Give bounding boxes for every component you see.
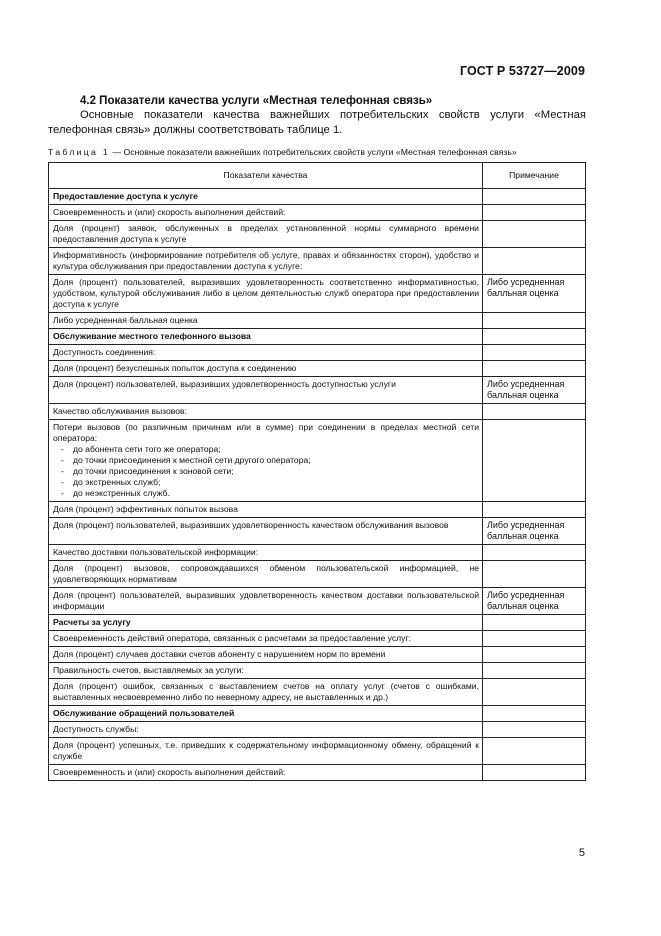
row-text: Доля (процент) пользователей, выразивших удовлетворенность качеством обслуживания вызовов (49, 518, 483, 545)
row-text: Своевременность действий оператора, связанных с расчетами за предоставление услуг: (49, 631, 483, 647)
table-row (49, 361, 586, 377)
row-text: Доля (процент) пользователей, выразивших удовлетворенность качеством доставки пользовательской информации (49, 588, 483, 615)
section-row (49, 615, 586, 631)
row-text: Обслуживание обращений пользователей (49, 706, 483, 722)
row-text: Доля (процент) вызовов, сопровождавшихся обменом пользовательской информацией, не удовлетворяющих нормативам (49, 561, 483, 588)
row-note (483, 205, 586, 221)
table-caption (48, 147, 588, 157)
table-row (49, 248, 586, 275)
row-note (483, 765, 586, 781)
row-note (483, 420, 586, 502)
row-note (483, 361, 586, 377)
row-text: Доля (процент) ошибок, связанных с выставлением счетов на оплату услуг (счетов с ошибками, выставленных несвоевременно либо по неверному адресу, не выставленных и др.) (49, 679, 483, 706)
table-caption-text: — Основные показатели важнейших потребительских свойств услуги «Местная телефонная связь» (110, 147, 517, 157)
table-caption-label: Таблица 1 (48, 147, 111, 157)
table-row (49, 765, 586, 781)
row-note (483, 404, 586, 420)
table-row (49, 404, 586, 420)
table-row (49, 420, 586, 502)
table-row (49, 647, 586, 663)
row-note (483, 738, 586, 765)
page-number: 5 (578, 847, 585, 859)
section-row (49, 189, 586, 205)
row-note (483, 679, 586, 706)
row-text: Доля (процент) случаев доставки счетов абоненту с нарушением норм по времени (49, 647, 483, 663)
row-text: Информативность (информирование потребителя об услуге, правах и обязанностях сторон), удобство и культура обслуживания при предоставлении доступа к услуге: (49, 248, 483, 275)
row-text: Своевременность и (или) скорость выполнения действий: (49, 205, 483, 221)
row-text: Расчеты за услугу (49, 615, 483, 631)
row-text: Доля (процент) безуспешных попыток доступа к соединению (49, 361, 483, 377)
table-row (49, 738, 586, 765)
row-note (483, 631, 586, 647)
section-row (49, 329, 586, 345)
row-text: Либо усредненная балльная оценка (49, 313, 483, 329)
row-text: Доля (процент) пользователей, выразивших удовлетворенность соответственно информативностью, удобством, культурой обслуживания либо в целом деятельностью служб оператора при предоставлении доступа к услуге (49, 275, 483, 313)
row-note (483, 706, 586, 722)
document-code: ГОСТ Р 53727—2009 (459, 64, 585, 78)
table-row (49, 377, 586, 404)
row-note (483, 545, 586, 561)
row-text: Доля (процент) пользователей, выразивших удовлетворенность доступностью услуги (49, 377, 483, 404)
row-note (483, 615, 586, 631)
row-text: Обслуживание местного телефонного вызова (49, 329, 483, 345)
section-intro: Основные показатели качества важнейших потребительских свойств услуги «Местная телефонная связь» должны соответствовать таблице 1. (48, 109, 586, 136)
row-note (483, 561, 586, 588)
row-text: Своевременность и (или) скорость выполнения действий: (49, 765, 483, 781)
row-text: Правильность счетов, выставляемых за услуги: (49, 663, 483, 679)
row-text: Качество обслуживания вызовов: (49, 404, 483, 420)
table-row (49, 221, 586, 248)
list-item: - до абонента сети того же оператора; (73, 444, 479, 455)
row-note (483, 313, 586, 329)
row-note: Либо усредненная балльная оценка (483, 275, 586, 313)
row-text: Потери вызовов (по различным причинам или в сумме) при соединении в пределах местной сети оператора: (53, 422, 479, 443)
row-note (483, 189, 586, 205)
row-note (483, 722, 586, 738)
row-note (483, 248, 586, 275)
table-row (49, 561, 586, 588)
section-title: 4.2 Показатели качества услуги «Местная телефонная связь» (80, 95, 433, 107)
row-note (483, 663, 586, 679)
table-row (49, 545, 586, 561)
table-row (49, 722, 586, 738)
row-note (483, 221, 586, 248)
row-note (483, 329, 586, 345)
table-row (49, 663, 586, 679)
quality-indicators-table (48, 162, 586, 781)
row-text: Предоставление доступа к услуге (49, 189, 483, 205)
row-note (483, 502, 586, 518)
table-row (49, 518, 586, 545)
row-text: Доступность соединения: (49, 345, 483, 361)
table-row (49, 345, 586, 361)
row-text: Доля (процент) заявок, обслуженных в пределах установленной нормы суммарного времени предоставления доступа к услуге (49, 221, 483, 248)
table-header-row (49, 163, 586, 189)
list-item: - до точки присоединения к зоновой сети; (73, 466, 479, 477)
table-row (49, 588, 586, 615)
list-item: - до точки присоединения к местной сети другого оператора; (73, 455, 479, 466)
table-row (49, 275, 586, 313)
row-text: Доля (процент) эффективных попыток вызова (49, 502, 483, 518)
table-row (49, 679, 586, 706)
list-item: - до неэкстренных служб. (73, 488, 479, 499)
list-item: - до экстренных служб; (73, 477, 479, 488)
call-loss-list (53, 444, 479, 499)
table-row (49, 631, 586, 647)
row-note: Либо усредненная балльная оценка (483, 518, 586, 545)
row-text: Качество доставки пользовательской информации: (49, 545, 483, 561)
table-row (49, 205, 586, 221)
row-note: Либо усредненная балльная оценка (483, 588, 586, 615)
row-text: Доступность службы: (49, 722, 483, 738)
call-loss-cell (49, 420, 483, 502)
row-note (483, 345, 586, 361)
section-row (49, 706, 586, 722)
row-note (483, 647, 586, 663)
table-row (49, 313, 586, 329)
table-row (49, 502, 586, 518)
row-text: Доля (процент) успешных, т.е. приведших к содержательному информационному обмену, обращений к службе (49, 738, 483, 765)
col-header-note: Примечание (483, 163, 586, 189)
row-note: Либо усредненная балльная оценка (483, 377, 586, 404)
col-header-indicators: Показатели качества (49, 163, 483, 189)
